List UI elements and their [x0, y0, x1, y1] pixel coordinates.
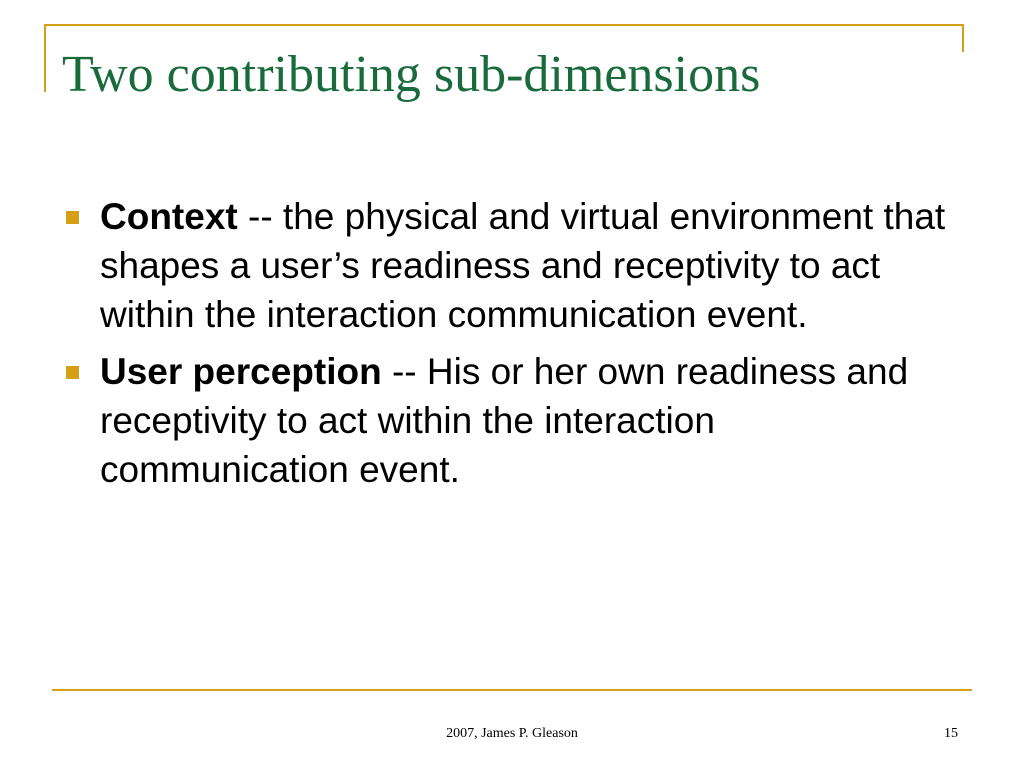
bullet-term: Context	[100, 196, 238, 237]
frame-top-rule	[44, 24, 964, 26]
bullet-text: -- His or her own readiness and receptivity to act within the interaction communication event.	[100, 351, 909, 490]
bullet-list	[62, 192, 962, 502]
page-number: 15	[944, 726, 958, 741]
slide-title: Two contributing sub-dimensions	[62, 46, 761, 103]
footer-text: 2007, James P. Gleason	[446, 726, 578, 741]
bullet-item-context	[62, 192, 962, 339]
frame-left-rule	[44, 24, 46, 92]
bullet-text: -- the physical and virtual environment that shapes a user’s readiness and receptivity to act within the interaction communication event.	[100, 196, 946, 335]
square-bullet-icon	[66, 211, 79, 224]
bullet-item-user-perception	[62, 347, 962, 494]
footer-rule	[52, 689, 972, 691]
frame-right-rule	[962, 24, 964, 52]
bullet-term: User perception	[100, 351, 382, 392]
square-bullet-icon	[66, 366, 79, 379]
